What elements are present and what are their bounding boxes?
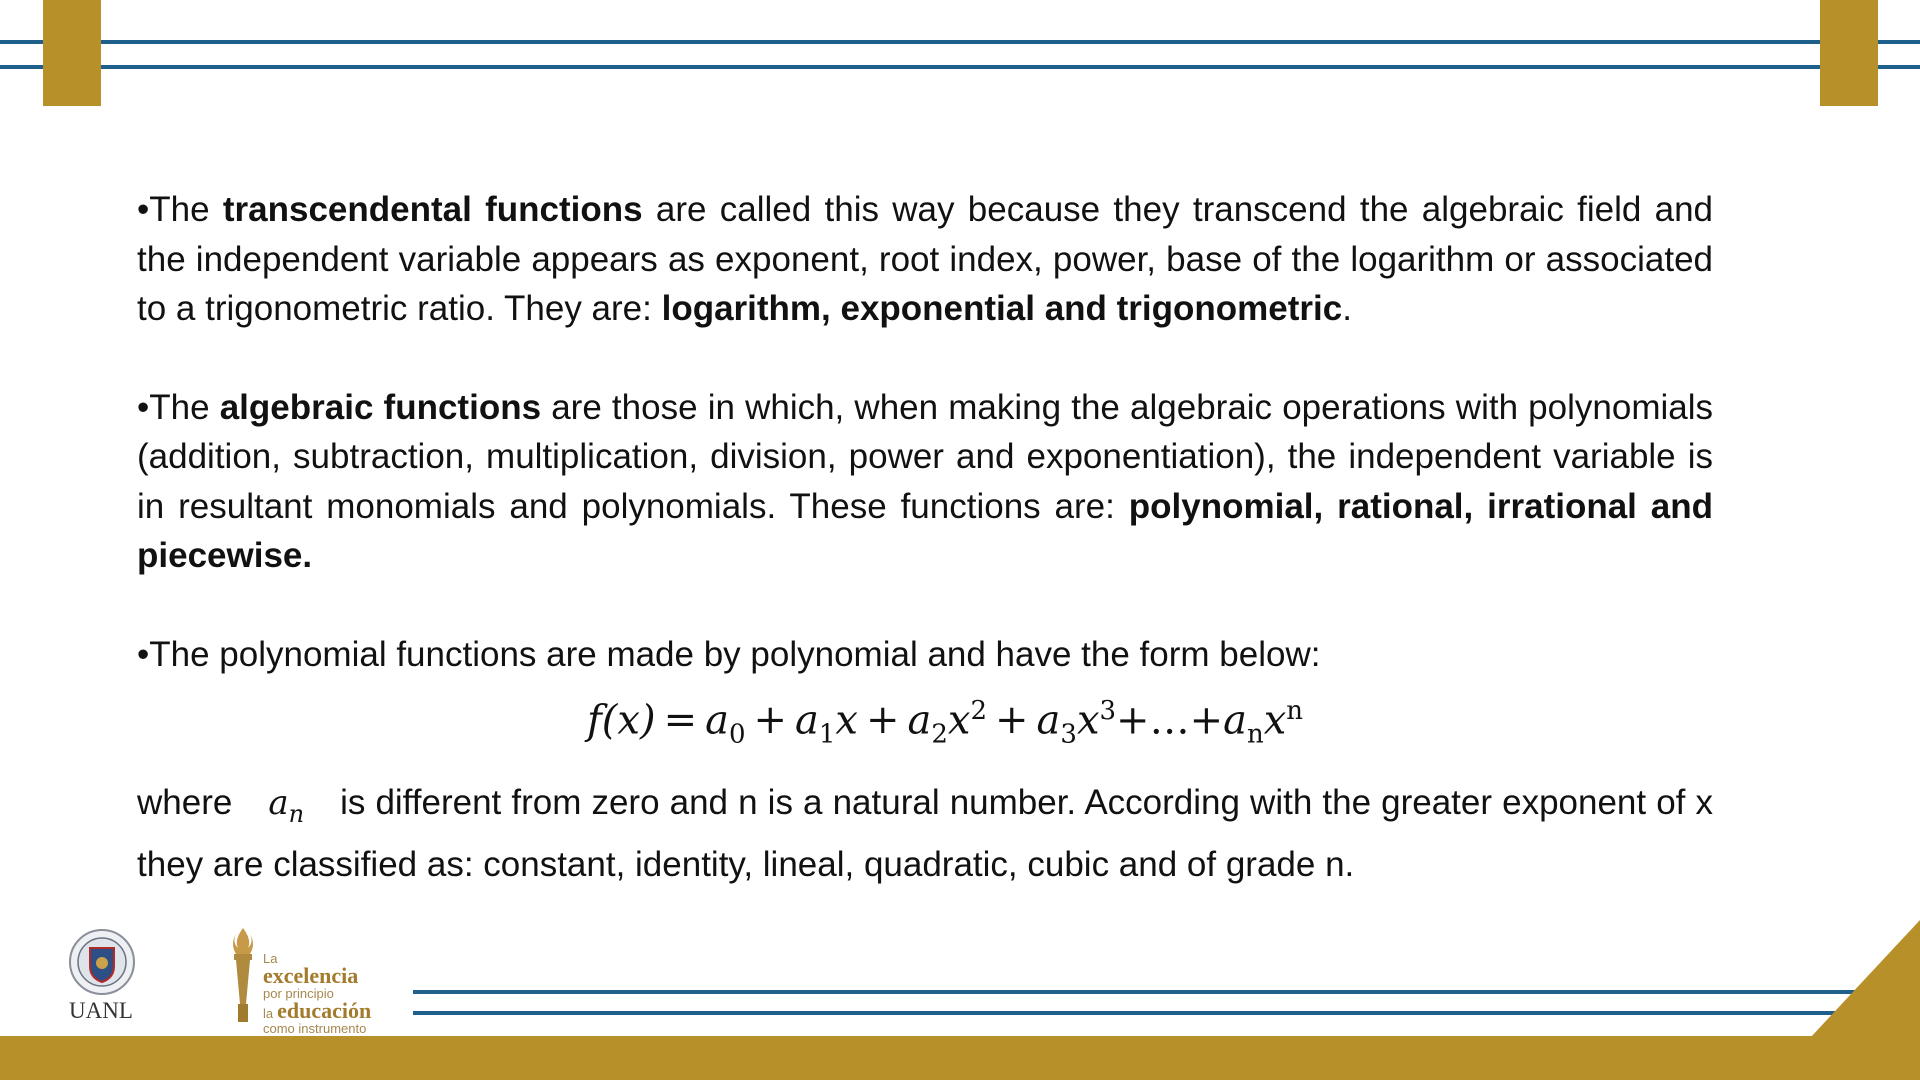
formula-plus: + <box>865 697 900 744</box>
text: is different from zero and n is a natural number. According with the greater exponent of x they are classified as: constant, identity, lineal, quadratic, cubic and of grade n. <box>137 783 1713 884</box>
paragraph-algebraic <box>137 383 1713 581</box>
formula-plus: + <box>753 697 788 744</box>
slogan-la2: la <box>263 1006 274 1021</box>
bullet-text: •The <box>137 190 223 229</box>
bottom-gold-band <box>0 1036 1920 1080</box>
coefficient-symbol <box>268 779 304 839</box>
formula-sup: 3 <box>1099 696 1117 726</box>
term-list: polynomial, rational, irrational and piecewise. <box>137 486 1714 575</box>
formula-var: x <box>1076 697 1100 744</box>
formula-term: a <box>795 697 819 744</box>
slide-body <box>137 185 1713 889</box>
slogan-line <box>263 1000 371 1022</box>
formula-sup: 2 <box>970 696 988 726</box>
top-left-gold-bar <box>43 0 101 106</box>
top-right-gold-bar <box>1820 0 1878 106</box>
text: are those in which, when making the algebraic operations with polynomials (addition, subtraction, multiplication, division, power and exponentiation), the independent variable is in resultant monomials and polynomials. These functions are: <box>137 387 1713 526</box>
formula-term: a <box>1036 697 1061 744</box>
formula-var: x <box>1263 697 1287 744</box>
top-rule-1 <box>0 40 1920 44</box>
formula-eq: = <box>663 697 698 744</box>
torch-icon <box>228 926 258 1026</box>
formula-sub: 3 <box>1060 719 1077 750</box>
top-rule-2 <box>0 65 1920 69</box>
formula-sub: 1 <box>818 719 836 750</box>
formula-sub: 0 <box>728 719 746 750</box>
formula-sub: 2 <box>931 719 948 750</box>
uanl-seal-icon <box>68 928 136 996</box>
bottom-rule-1 <box>413 990 1873 994</box>
bullet-text: •The <box>137 387 220 427</box>
text: where <box>137 783 233 823</box>
paragraph-transcendental <box>137 185 1713 334</box>
corner-gold-triangle <box>1810 920 1920 1038</box>
formula-sup: n <box>1286 696 1303 726</box>
formula-sub: n <box>1246 719 1264 750</box>
formula-term: a <box>907 697 932 744</box>
paragraph-where <box>137 778 1713 889</box>
polynomial-formula <box>137 683 1713 762</box>
term-algebraic: algebraic functions <box>219 387 542 427</box>
formula-var: x <box>947 697 971 744</box>
slogan-la: La <box>263 951 278 966</box>
text: are called this way because they transcend the algebraic field and the independent variable appears as exponent, root index, power, base of the logarithm or associated to a trigonometric ratio. They are: <box>137 190 1714 328</box>
slogan-educacion: educación <box>277 998 372 1023</box>
text: . <box>1342 289 1352 328</box>
symbol-sub: n <box>288 800 305 829</box>
slogan-como-instrumento: como instrumento <box>263 1021 367 1036</box>
bottom-rule-2 <box>413 1011 1853 1015</box>
slogan <box>263 952 371 1035</box>
formula-plus: + <box>995 697 1029 744</box>
formula-dots: +…+ <box>1116 697 1224 744</box>
slogan-por-principio: por principio <box>263 986 334 1001</box>
term-transcendental: transcendental functions <box>222 190 643 229</box>
formula-term: a <box>705 697 729 744</box>
slogan-excelencia: excelencia <box>263 963 359 988</box>
formula-var: x <box>835 697 858 744</box>
paragraph-polynomial: •The polynomial functions are made by polynomial and have the form below: <box>137 634 1321 674</box>
term-list: logarithm, exponential and trigonometric <box>661 289 1343 328</box>
formula-term: a <box>1223 697 1247 744</box>
symbol-a: a <box>268 783 289 824</box>
uanl-logo-text: UANL <box>69 998 133 1023</box>
formula-lhs: f(x) <box>587 697 656 744</box>
